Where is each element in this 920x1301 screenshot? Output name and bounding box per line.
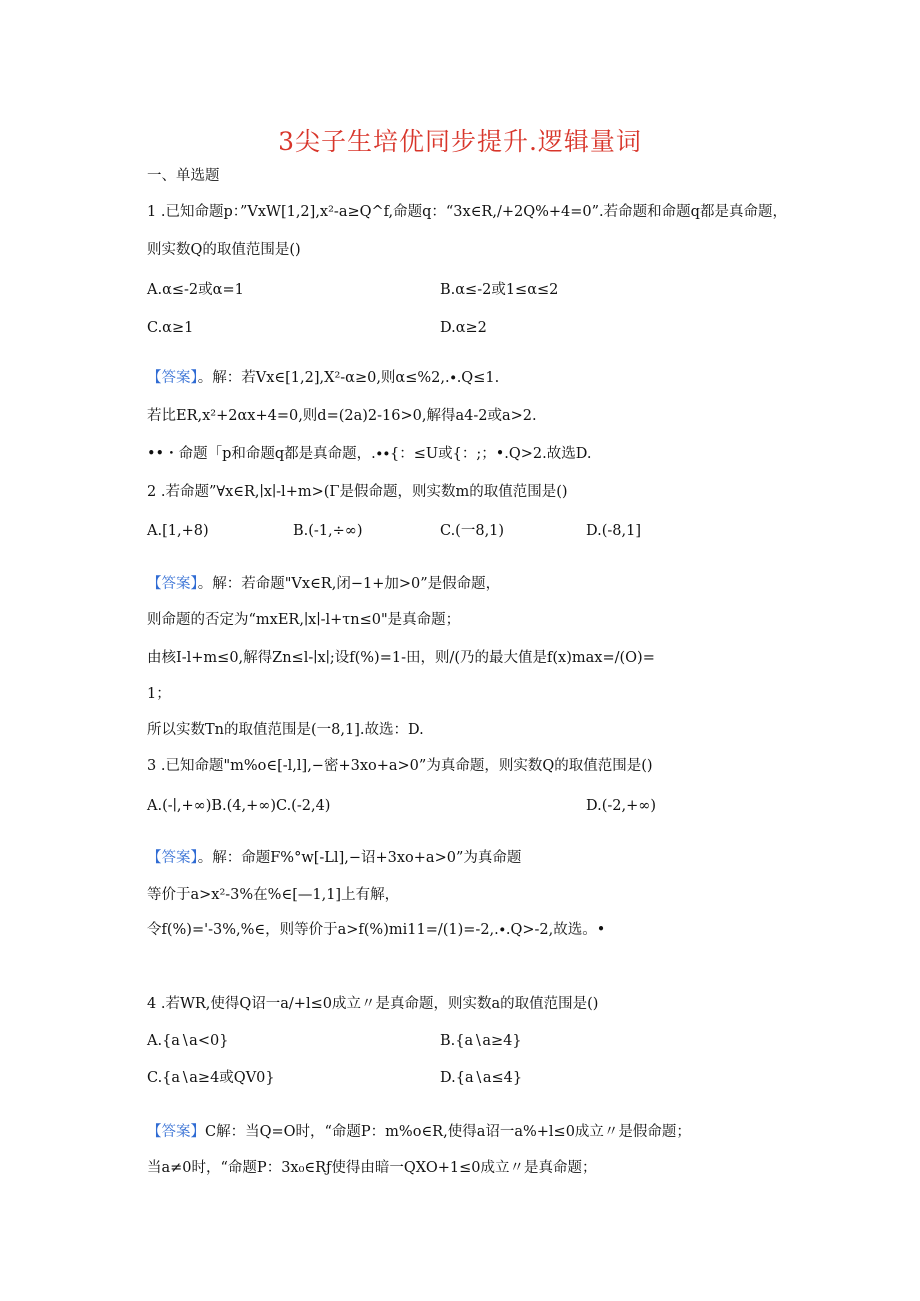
q1-option-c: C.α≥1 (147, 320, 194, 336)
q2-answer-line3: 由核I-l+m≤0,解得Zn≤l-∣x∣;设f(%)=1-田，则/(乃的最大值是f(x)max=/(O)= (147, 650, 655, 666)
q2-stem-line1: 2 .若命题”∀x∈R,∣x∣-l+m>(Γ是假命题，则实数m的取值范围是() (147, 484, 568, 500)
q4-option-d: D.{a∖a≤4} (440, 1070, 523, 1086)
q1-stem-line1: 1 .已知命题p：”VxW[1,2],x²-a≥Q^f,命题q：“3x∈R,/+2Q%+4=0”.若命题和命题q都是真命题， (147, 204, 787, 220)
q2-option-a: A.[1,+8) (147, 523, 209, 539)
q1-answer-line1 (147, 368, 499, 388)
answer-label: 【答案】 (147, 1124, 205, 1140)
q4-stem-line1: 4 .若WR,使得Q诏一a/+l≤0成立〃是真命题，则实数a的取值范围是() (147, 996, 599, 1012)
q1-option-a: A.α≤-2或α=1 (147, 282, 244, 298)
q3-options-abc: A.(-∣,+∞)B.(4,+∞)C.(-2,4) (147, 798, 331, 814)
q4-answer-line2: 当a≠0时，“命题P：3x₀∈Rƒ使得由暗一QXO+1≤0成立〃是真命题； (147, 1160, 597, 1176)
q2-option-c: C.(一8,1) (440, 523, 505, 539)
answer-label: 【答案】 (147, 576, 198, 592)
q4-answer-line1 (147, 1122, 691, 1142)
q1-answer-text1: 。解：若Vx∈[1,2],X²-α≥0,则α≤%2,.∙.Q≤1. (197, 370, 500, 386)
q3-option-d: D.(-2,+∞) (586, 798, 656, 814)
q1-option-b: B.α≤-2或1≤α≤2 (440, 282, 559, 298)
q2-option-b: B.(-1,÷∞) (293, 523, 363, 539)
q4-option-b: B.{a∖a≥4} (440, 1033, 522, 1049)
q1-answer-line3: ••・命题「p和命题q都是真命题，.∙∙{：≤U或{：;；•.Q>2.故选D. (147, 446, 592, 462)
q2-option-d: D.(-8,1] (586, 523, 641, 539)
page-title: 3尖子生培优同步提升.逻辑量词 (278, 127, 642, 156)
q3-stem-line1: 3 .已知命题"m%o∈[-l,l],−密+3xo+a>0”为真命题，则实数Q的取值范围是() (147, 758, 653, 774)
q3-answer-line3: 令f(%)='-3%,%∈，则等价于a>f(%)mi11=/(1)=-2,.∙.Q>-2,故选。• (147, 922, 606, 938)
answer-label: 【答案】 (147, 850, 198, 866)
q4-option-c: C.{a∖a≥4或QV0} (147, 1070, 275, 1086)
q1-option-d: D.α≥2 (440, 320, 487, 336)
q2-answer-text1: 。解：若命题"Vx∈R,闭−1+加>0”是假命题， (197, 576, 501, 592)
q2-answer-line5: 所以实数Tn的取值范围是(一8,1].故选：D. (147, 722, 424, 738)
q1-stem-line2: 则实数Q的取值范围是() (147, 242, 301, 258)
q4-option-a: A.{a∖a<0} (147, 1033, 229, 1049)
q2-answer-line1 (147, 574, 500, 594)
q4-answer-text1: C解：当Q=O时，“命题P：m%o∈R,使得a诏一a%+l≤0成立〃是假命题； (205, 1124, 691, 1140)
q1-answer-line2: 若比ER,x²+2αx+4=0,则d=(2a)2-16>0,解得a4-2或a>2. (147, 408, 537, 424)
q3-answer-line2: 等价于a>x²-3%在%∈[—1,1]上有解， (147, 887, 400, 903)
q3-answer-line1 (147, 848, 521, 868)
section-heading: 一、单选题 (147, 168, 220, 184)
q3-answer-text1: 。解：命题F%°w[-Ll],−诏+3xo+a>0”为真命题 (197, 850, 522, 866)
q2-answer-line2: 则命题的否定为“mxER,∣x∣-l+τn≤0"是真命题； (147, 612, 461, 628)
answer-label: 【答案】 (147, 370, 198, 386)
q2-answer-line4: 1； (147, 686, 171, 702)
